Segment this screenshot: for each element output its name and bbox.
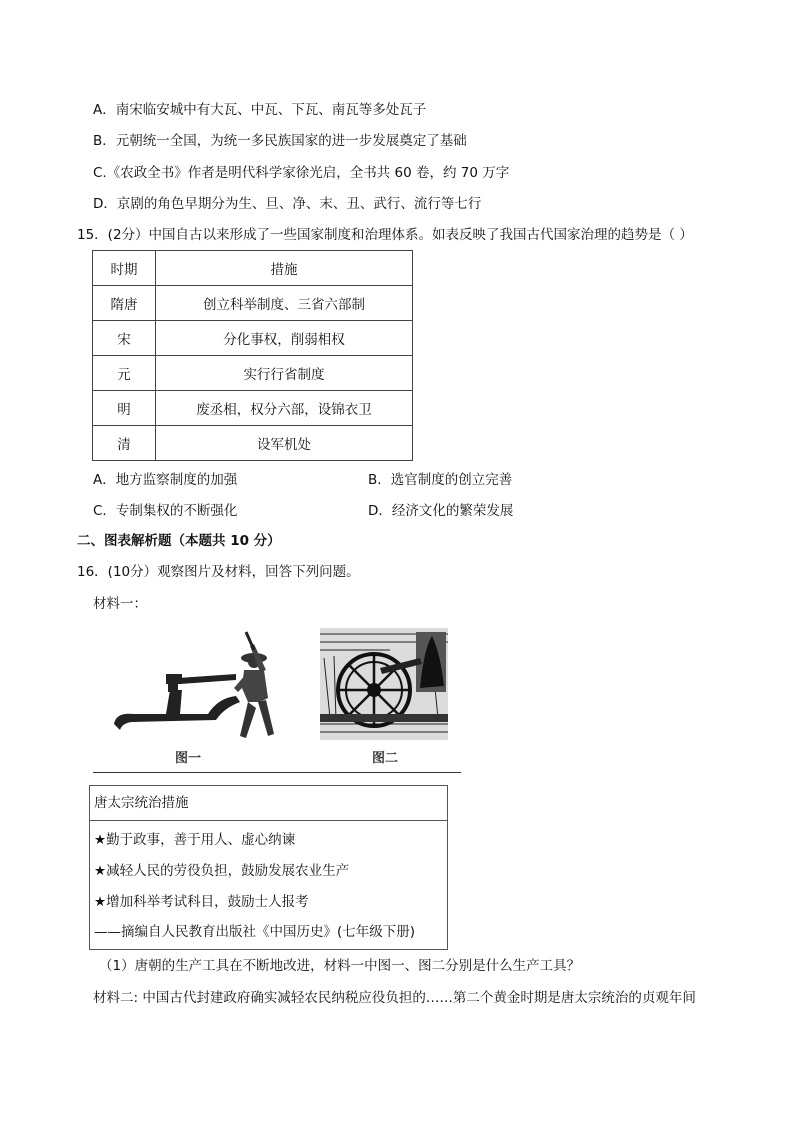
material-2-text: 材料二: 中国古代封建政府确实减轻农民纳税应役负担的……第二个黄金时期是唐太宗统治的贞观年间 — [93, 990, 696, 1006]
question-16-stem: 16．(10分）观察图片及材料，回答下列问题。 — [77, 564, 360, 580]
option-a-prev: A．南宋临安城中有大瓦、中瓦、下瓦、南瓦等多处瓦子 — [93, 102, 427, 118]
table-header-row — [93, 251, 413, 286]
measures-box-title: 唐太宗统治措施 — [94, 795, 189, 811]
table-cell-period: 明 — [93, 391, 156, 426]
table-row — [93, 391, 413, 426]
measure-item: ★增加科举考试科目，鼓励士人报考 — [94, 894, 309, 910]
table-cell-measure: 分化事权，削弱相权 — [156, 321, 413, 356]
table-header-period: 时期 — [93, 251, 156, 286]
table-cell-period: 隋唐 — [93, 286, 156, 321]
measure-item: ★勤于政事，善于用人、虚心纳谏 — [94, 832, 296, 848]
option-c-prev: C.《农政全书》作者是明代科学家徐光启，全书共 60 卷，约 70 万字 — [93, 165, 510, 181]
measures-source: ——摘编自人民教育出版社《中国历史》(七年级下册) — [94, 924, 416, 940]
option-a: A．地方监察制度的加强 — [93, 472, 238, 488]
table-row — [93, 426, 413, 461]
question-15-stem: 15．(2分）中国自古以来形成了一些国家制度和治理体系。如表反映了我国古代国家治理的趋势是（ ） — [77, 227, 693, 243]
option-d-prev: D．京剧的角色早期分为生、旦、净、末、丑、武行、流行等七行 — [93, 196, 482, 212]
material-1-label: 材料一： — [93, 596, 147, 612]
table-cell-period: 宋 — [93, 321, 156, 356]
table-cell-measure: 实行行省制度 — [156, 356, 413, 391]
measure-item: ★减轻人民的劳役负担，鼓励发展农业生产 — [94, 863, 350, 879]
measures-box-divider — [90, 820, 447, 821]
table-cell-period: 清 — [93, 426, 156, 461]
option-c: C．专制集权的不断强化 — [93, 503, 238, 519]
table-cell-measure: 废丞相，权分六部，设锦衣卫 — [156, 391, 413, 426]
table-row — [93, 356, 413, 391]
sub-question-1: （1）唐朝的生产工具在不断地改进，材料一中图一、图二分别是什么生产工具？ — [99, 958, 581, 974]
table-header-measure: 措施 — [156, 251, 413, 286]
table-row — [93, 286, 413, 321]
option-b: B．选官制度的创立完善 — [368, 472, 513, 488]
table-cell-period: 元 — [93, 356, 156, 391]
section-2-heading: 二、图表解析题（本题共 10 分） — [77, 533, 281, 549]
option-b-prev: B．元朝统一全国，为统一多民族国家的进一步发展奠定了基础 — [93, 133, 467, 149]
table-cell-measure: 创立科举制度、三省六部制 — [156, 286, 413, 321]
table-cell-measure: 设军机处 — [156, 426, 413, 461]
plow-illustration — [108, 628, 298, 743]
table-row — [93, 321, 413, 356]
figure-1-label: 图一 — [175, 751, 202, 766]
figure-2-label: 图二 — [372, 751, 399, 766]
water-wheel-illustration — [320, 628, 448, 740]
policy-table — [92, 250, 413, 461]
measures-box — [89, 785, 448, 950]
figure-divider — [93, 772, 461, 773]
option-d: D．经济文化的繁荣发展 — [368, 503, 514, 519]
